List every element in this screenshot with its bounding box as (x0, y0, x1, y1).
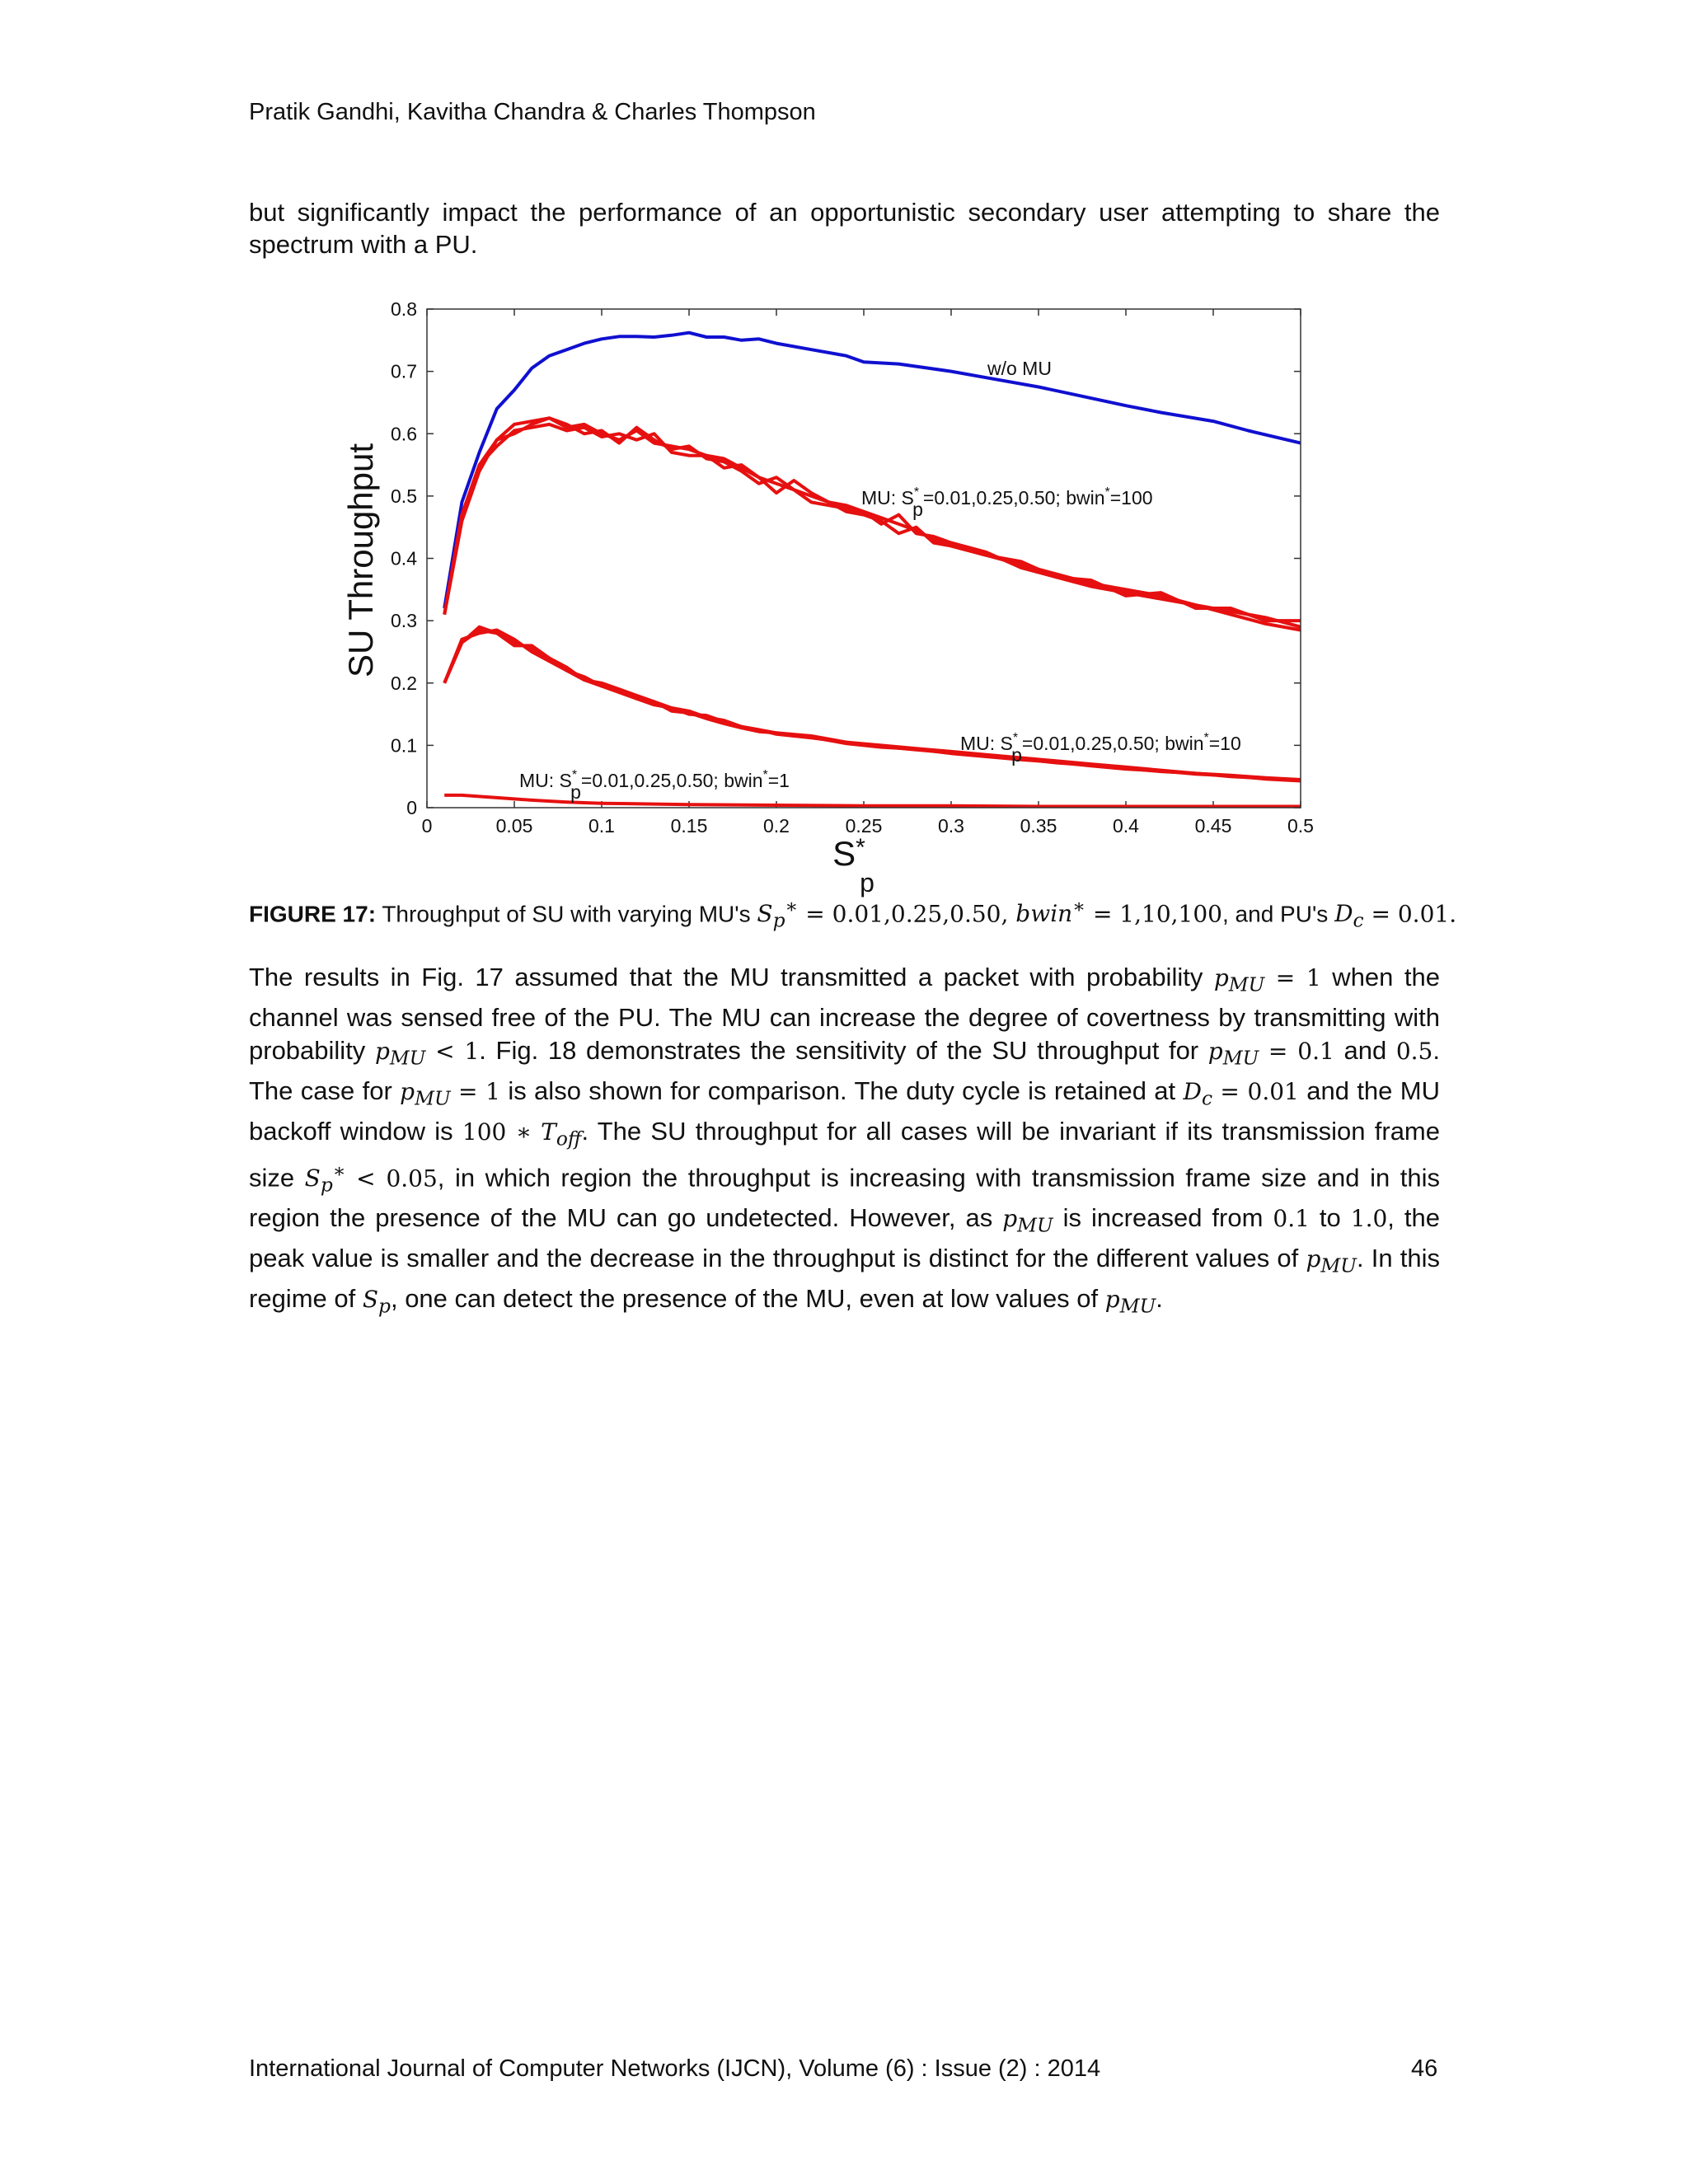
x-tick-label: 0.05 (495, 815, 533, 837)
x-axis-label-sub: p (860, 868, 874, 898)
series-line-bwin10-6 (444, 627, 1301, 781)
running-header: Pratik Gandhi, Kavitha Chandra & Charles Thompson (249, 99, 816, 125)
x-tick-label: 0.2 (763, 815, 790, 837)
annotation-no-mu: w/o MU (987, 358, 1052, 379)
figure-caption: FIGURE 17: Throughput of SU with varying MU's $S_p^∗ = 0.01,0.25,0.50$, bwin∗ = 1,10,100, and PU's $D_c = 0.01$. (249, 895, 1457, 932)
y-tick-label: 0.8 (391, 298, 417, 320)
x-tick-label: 0.5 (1287, 815, 1314, 837)
y-tick-label: 0.3 (391, 610, 417, 632)
y-tick-label: 0.1 (391, 734, 417, 757)
annotation-bwin10: MU: S* p=0.01,0.25,0.50; bwin*=10 (960, 731, 1241, 766)
x-tick-label: 0 (421, 815, 433, 837)
annotation-bwin100: MU: S* p=0.01,0.25,0.50; bwin*=100 (861, 485, 1153, 520)
x-axis-label: S* (832, 834, 865, 873)
sym-dc: $D_c$ (1334, 900, 1364, 932)
y-tick-label: 0 (406, 797, 417, 818)
x-tick-label: 0.35 (1020, 815, 1057, 837)
y-tick-label: 0.4 (391, 547, 417, 569)
y-tick-label: 0.2 (391, 672, 417, 694)
footer-journal: International Journal of Computer Networks (IJCN), Volume (6) : Issue (2) : 2014 (249, 2055, 1101, 2082)
x-tick-label: 0.25 (845, 815, 883, 837)
results-paragraph: The results in Fig. 17 assumed that the MU transmitted a packet with probability $p_{MU} = 1$ when the channel was sensed free of the PU. The MU can increase the degree of covertness by transmitting with probability $p_{MU} < 1$. Fig. 18 demonstrates the sensitivity of the SU throughput for $p_{MU} = 0.1$ and 0.5. The case for $p_{MU} = 1$ is also shown for comparison. The duty cycle is retained at $D_c = 0.01$ and the MU backoff window is 100 ∗ $T_{off}$. The SU throughput for all cases will be invariant if its transmission frame size $S_p^∗ < 0.05$, in which region the throughput is increasing with transmission frame size and in this region the presence of the MU can go undetected. However, as $p_{MU}$ is increased from 0.1 to 1.0, the peak value is smaller and the decrease in the throughput is distinct for the different values of $p_{MU}$. In this regime of $S_p$, one can detect the presence of the MU, even at low values of $p_{MU}$. (249, 963, 1441, 1319)
y-tick-label: 0.6 (391, 423, 417, 445)
annotation-bwin1: MU: S* p=0.01,0.25,0.50; bwin*=1 (519, 768, 790, 803)
page-number: 46 (1411, 2055, 1438, 2082)
intro-paragraph: but significantly impact the performance of an opportunistic secondary user attempting to share the spectrum with a PU. (249, 198, 1440, 259)
x-tick-label: 0.15 (670, 815, 708, 837)
sym-bwin: bwin∗ (1015, 895, 1086, 928)
y-tick-label: 0.7 (391, 360, 417, 382)
series-line-bwin100-1 (444, 418, 1301, 626)
series-line-no_mu-0 (444, 333, 1301, 608)
x-tick-label: 0.1 (588, 815, 615, 837)
throughput-chart (313, 288, 1343, 898)
y-axis-label: SU Throughput (341, 443, 380, 678)
x-tick-label: 0.4 (1113, 815, 1139, 837)
figure-label: FIGURE 17: (249, 901, 377, 927)
x-tick-label: 0.45 (1194, 815, 1232, 837)
sym-sp-star: $S_p^∗$ (757, 895, 799, 932)
series-line-bwin10-4 (444, 630, 1301, 780)
x-tick-label: 0.3 (938, 815, 964, 837)
series-line-bwin10-5 (444, 630, 1301, 780)
y-tick-label: 0.5 (391, 485, 417, 507)
